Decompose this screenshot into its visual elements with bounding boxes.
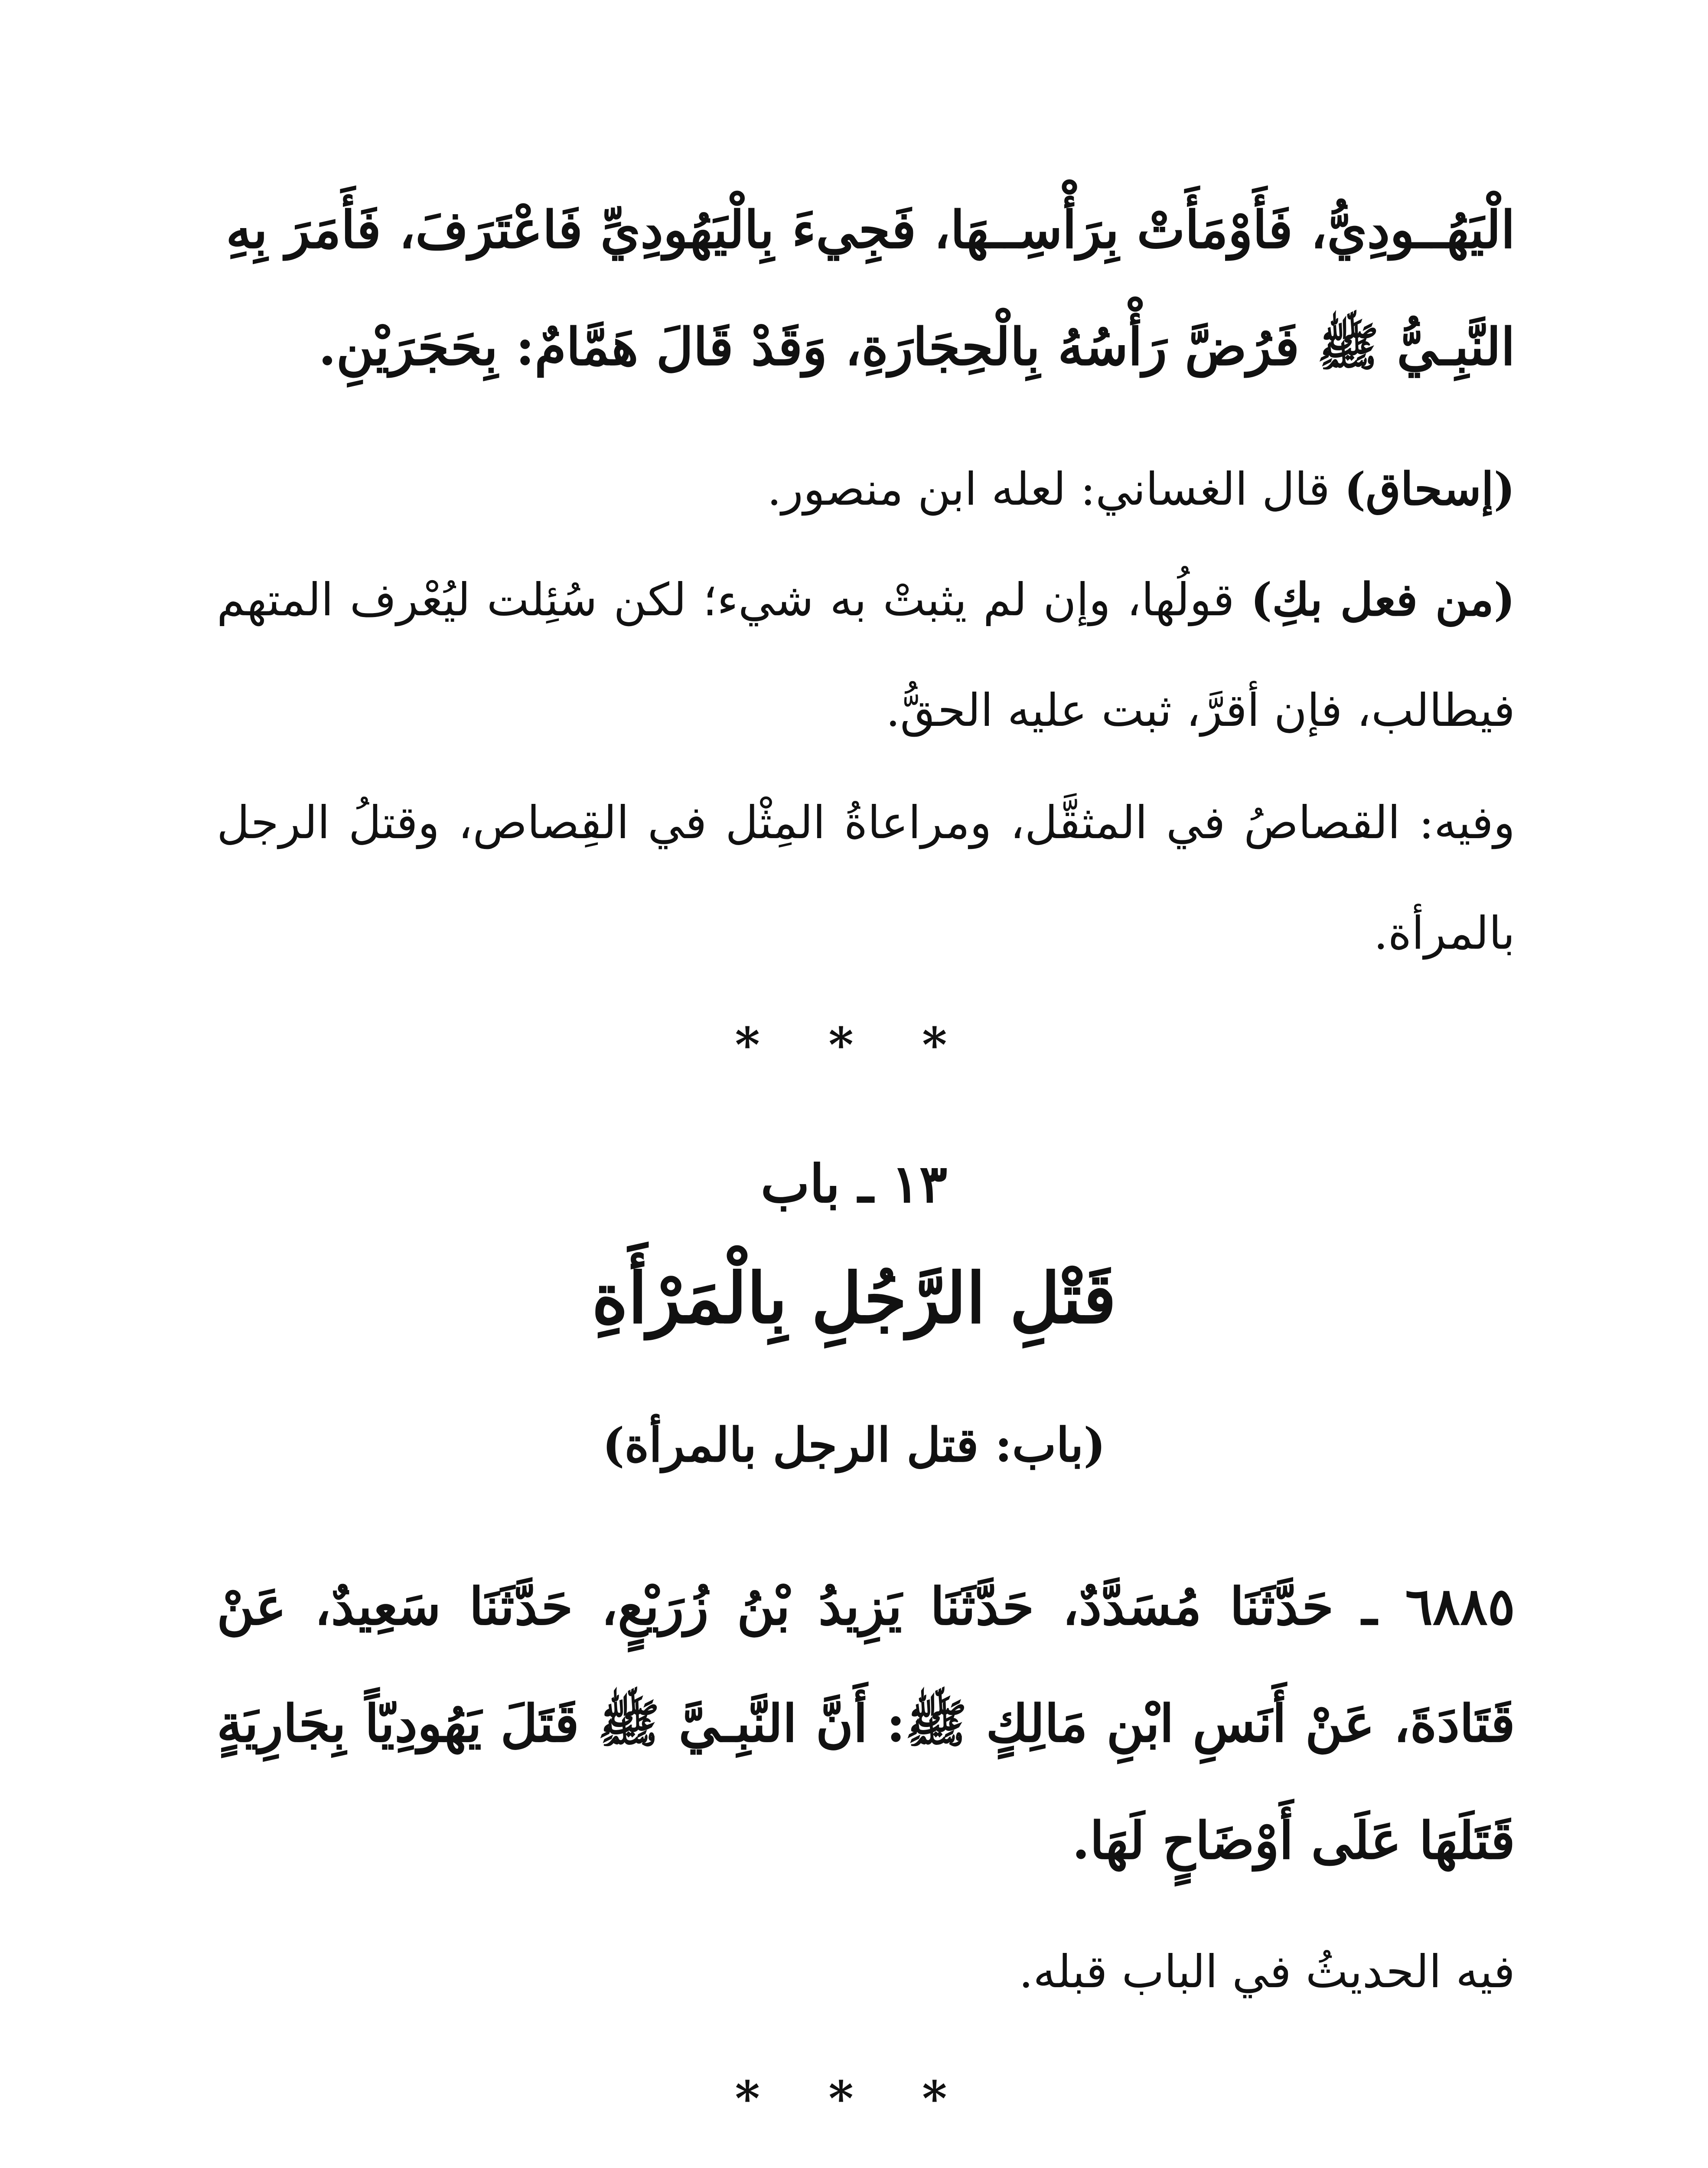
commentary-paragraph	[217, 544, 1515, 766]
commentary-term: (إسحاق)	[1344, 462, 1515, 516]
hadith-line: النَّبِـيُّ ﷺ فَرُضَّ رَأْسُهُ بِالْحِجَارَةِ، وَقَدْ قَالَ هَمَّامٌ: بِحَجَرَيْنِ.	[318, 317, 1515, 377]
commentary-paragraph	[217, 434, 1515, 545]
commentary-term: (من فعل بكِ)	[1251, 573, 1515, 626]
commentary-text: وفيه: القصاصُ في المثقَّل، ومراعاةُ المِثْل في القِصاص، وقتلُ الرجل بالمرأة.	[217, 796, 1515, 960]
chapter-subtitle: (باب: قتل الرجل بالمرأة)	[602, 1418, 1106, 1473]
chapter-title: قَتْلِ الرَّجُلِ بِالْمَرْأَةِ	[592, 1257, 1116, 1339]
hadith-text: ٦٨٨٥ ـ حَدَّثَنَا مُسَدَّدٌ، حَدَّثَنَا يَزِيدُ بْنُ زُرَيْعٍ، حَدَّثَنَا سَعِيدٌ، عَنْ قَتَادَةَ، عَنْ أَنَسِ ابْنِ مَالِكٍ ﷺ: أَنَّ النَّبِـيَّ ﷺ قَتَلَ يَهُودِيّاً بِجَارِيَةٍ قَتَلَهَا عَلَى أَوْضَاحٍ لَهَا.	[217, 1576, 1515, 1871]
chapter-number: ١٣ ـ باب	[760, 1153, 948, 1215]
hadith-line: الْيَهُــودِيُّ، فَأَوْمَأَتْ بِرَأْسِــهَا، فَجِيءَ بِالْيَهُودِيِّ فَاعْتَرَفَ، فَأَمَرَ بِهِ	[226, 199, 1515, 260]
commentary-paragraph	[217, 767, 1515, 989]
hadith-continuation	[217, 171, 1515, 405]
section-separator: * * *	[735, 1017, 973, 1073]
section-separator: * * *	[735, 2070, 973, 2126]
closing-commentary: فيه الحديثُ في الباب قبله.	[1019, 1945, 1515, 1998]
commentary-text: قال الغساني: لعله ابن منصور.	[767, 463, 1345, 516]
commentary-text: قولُها، وإن لم يثبتْ به شيء؛ لكن سُئِلت ليُعْرف المتهم فيطالب، فإن أقرَّ، ثبت عليه الحقُّ.	[217, 573, 1515, 737]
